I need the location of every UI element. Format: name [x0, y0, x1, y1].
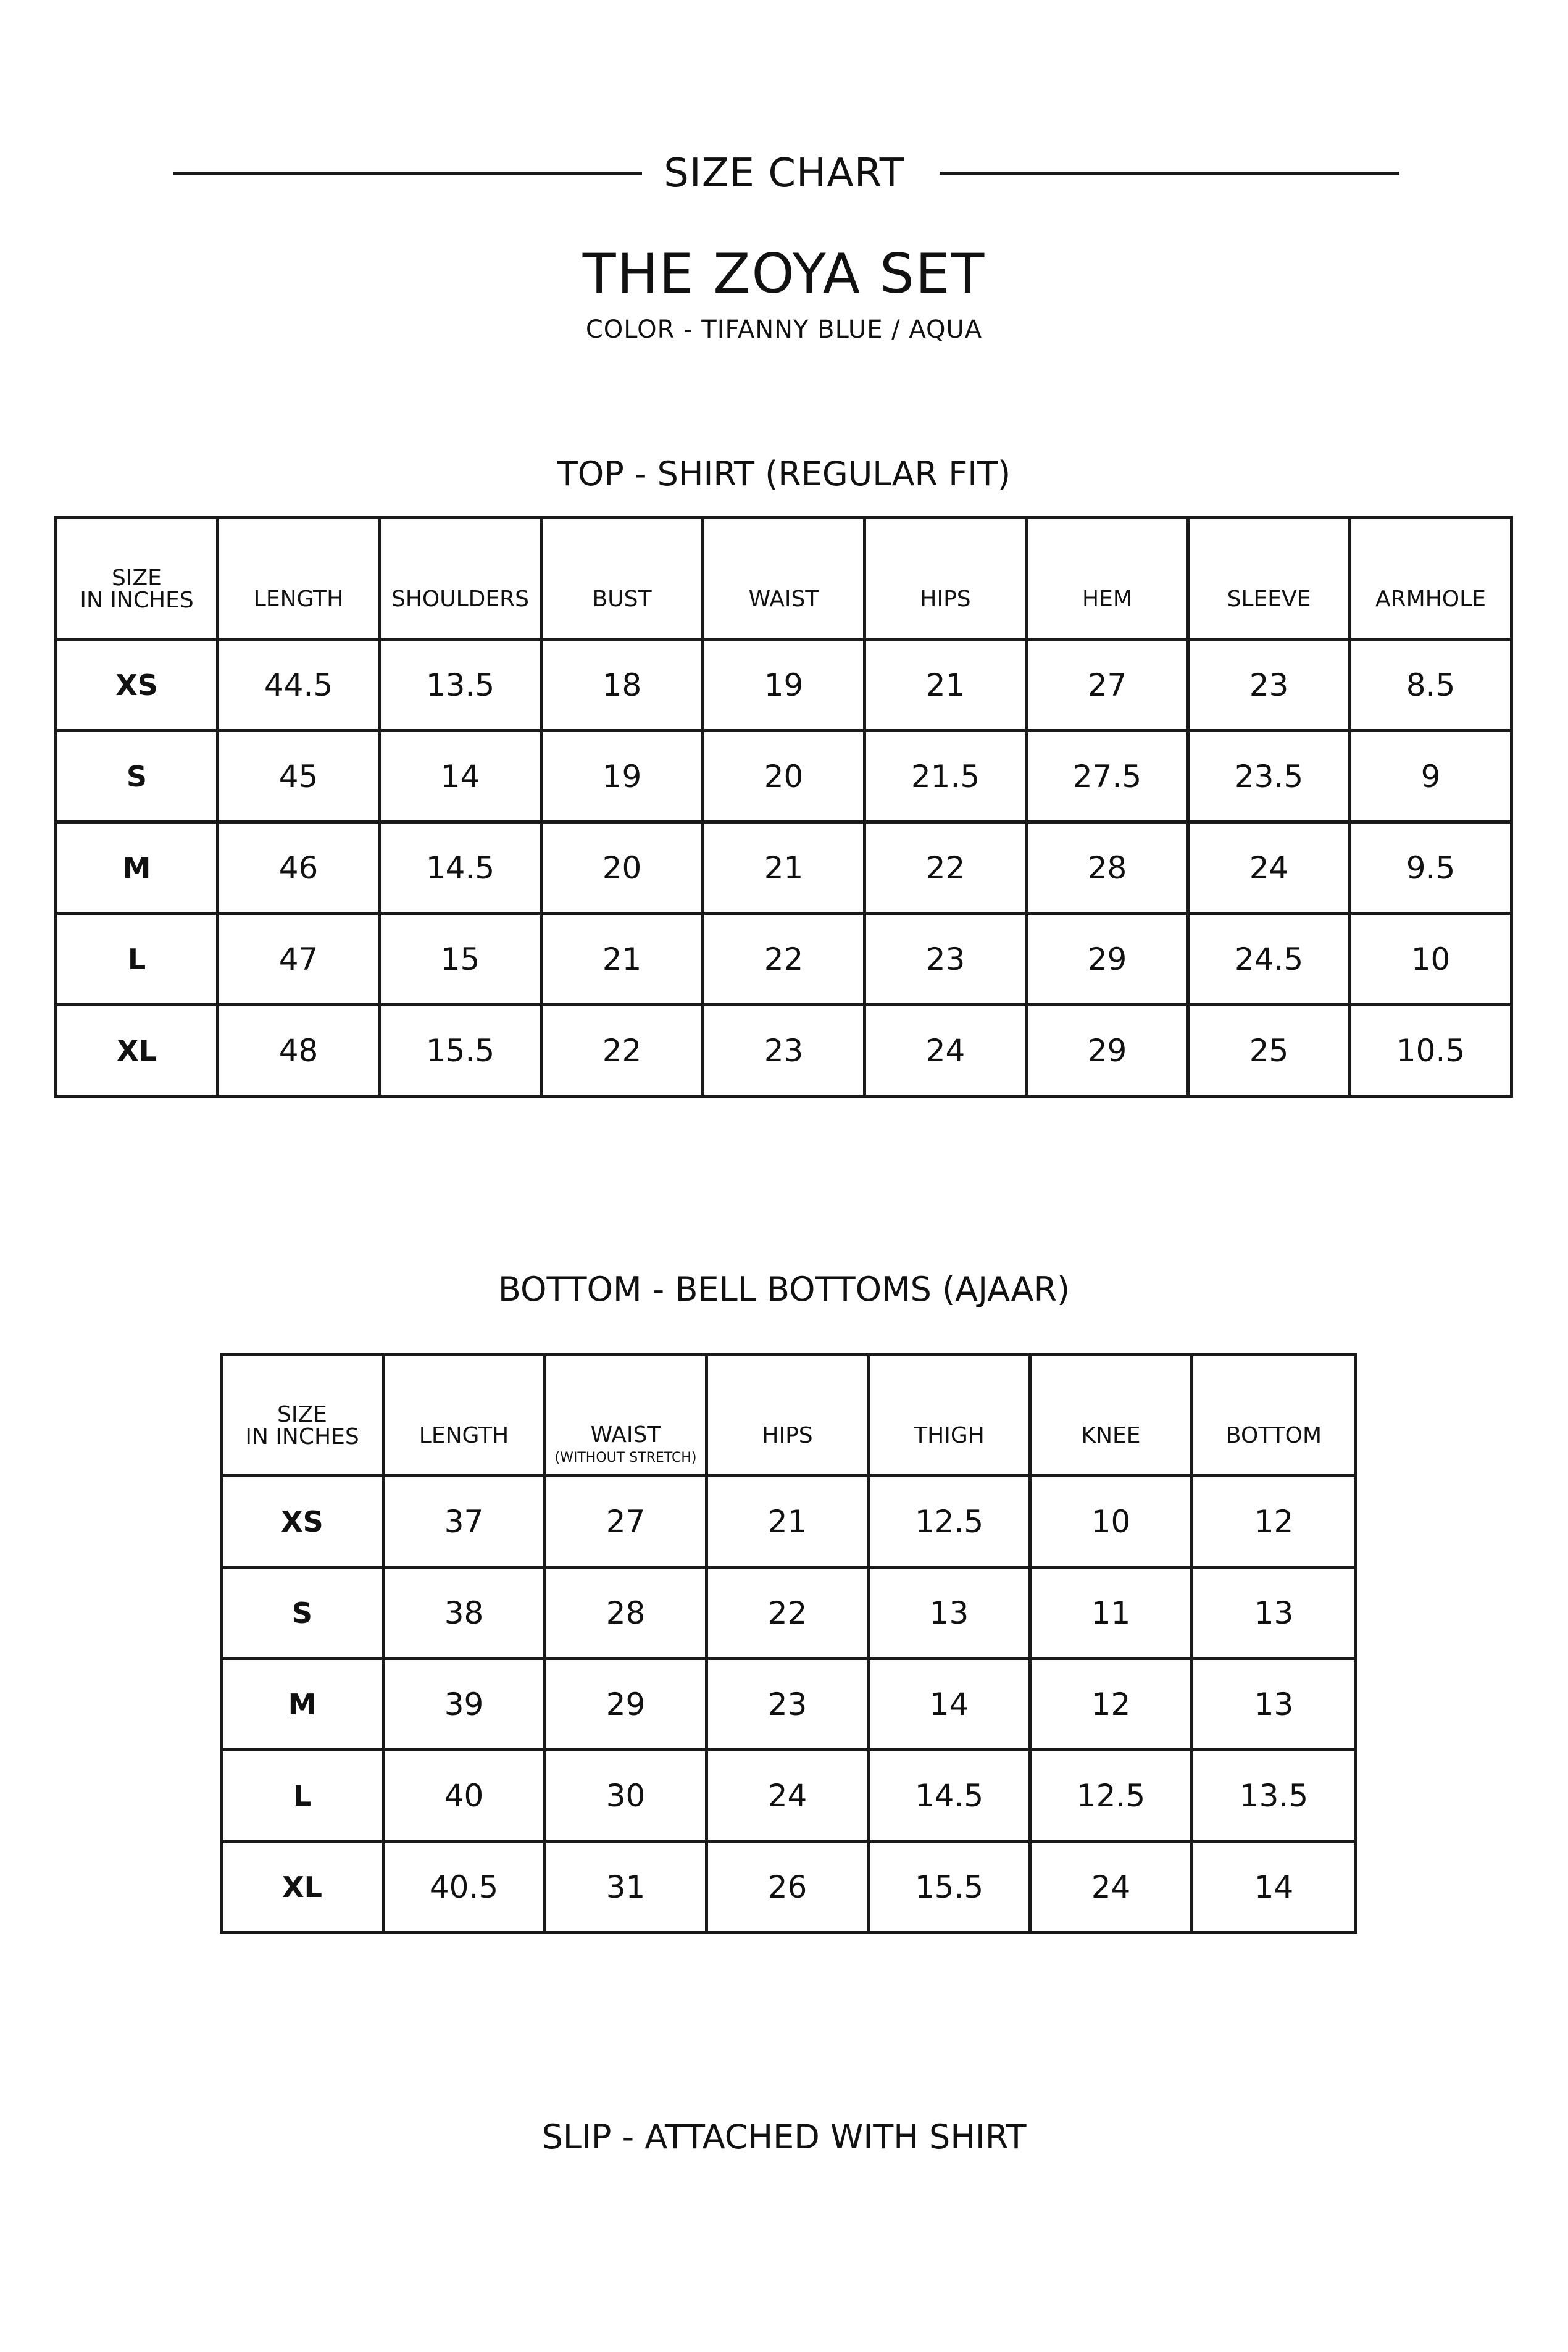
table-cell: 29	[1027, 914, 1188, 1005]
table-cell: 13	[1192, 1567, 1356, 1659]
table-cell: 11	[1030, 1567, 1192, 1659]
table-cell: 12.5	[869, 1476, 1030, 1567]
column-header: THIGH	[869, 1355, 1030, 1476]
table-cell: 13	[1192, 1659, 1356, 1750]
product-color: COLOR - TIFANNY BLUE / AQUA	[585, 315, 983, 344]
table-cell: 13.5	[1192, 1750, 1356, 1841]
table-cell: 24	[1030, 1841, 1192, 1933]
bottom-table-title: BOTTOM - BELL BOTTOMS (AJAAR)	[498, 1270, 1070, 1309]
table-cell: 15.5	[869, 1841, 1030, 1933]
table-row	[56, 1005, 1512, 1096]
size-label: XL	[56, 1005, 218, 1096]
column-header: BUST	[541, 518, 703, 640]
table-cell: 29	[1027, 1005, 1188, 1096]
table-cell: 24	[865, 1005, 1027, 1096]
table-cell: 45	[218, 731, 380, 822]
column-header: BOTTOM	[1192, 1355, 1356, 1476]
table-cell: 14.5	[869, 1750, 1030, 1841]
table-header-row	[222, 1355, 1356, 1476]
table-cell: 28	[545, 1567, 707, 1659]
table-cell: 38	[383, 1567, 545, 1659]
column-header: WAIST	[703, 518, 865, 640]
table-cell: 24	[707, 1750, 869, 1841]
size-label: S	[222, 1567, 383, 1659]
table-row	[56, 822, 1512, 914]
table-cell: 21	[541, 914, 703, 1005]
table-cell: 22	[865, 822, 1027, 914]
column-header: HIPS	[707, 1355, 869, 1476]
table-cell: 48	[218, 1005, 380, 1096]
table-cell: 12.5	[1030, 1750, 1192, 1841]
size-label: M	[56, 822, 218, 914]
table-cell: 24.5	[1188, 914, 1350, 1005]
table-row	[222, 1476, 1356, 1567]
table-cell: 12	[1192, 1476, 1356, 1567]
table-cell: 40	[383, 1750, 545, 1841]
table-cell: 24	[1188, 822, 1350, 914]
table-cell: 23	[703, 1005, 865, 1096]
waist-note: (WITHOUT STRETCH)	[554, 1450, 697, 1466]
table-cell: 21	[703, 822, 865, 914]
size-label: XS	[56, 640, 218, 731]
table-cell: 12	[1030, 1659, 1192, 1750]
table-cell: 25	[1188, 1005, 1350, 1096]
table-cell: 39	[383, 1659, 545, 1750]
table-cell: 23	[707, 1659, 869, 1750]
table-cell: 30	[545, 1750, 707, 1841]
table-row	[222, 1659, 1356, 1750]
size-label: XS	[222, 1476, 383, 1567]
table-cell: 14	[869, 1659, 1030, 1750]
table-row	[56, 640, 1512, 731]
table-cell: 40.5	[383, 1841, 545, 1933]
size-header-label: SIZE	[277, 1402, 327, 1427]
table-cell: 10	[1350, 914, 1512, 1005]
size-header-unit: IN INCHES	[245, 1424, 359, 1449]
slip-note: SLIP - ATTACHED WITH SHIRT	[541, 2117, 1027, 2156]
top-table-title: TOP - SHIRT (REGULAR FIT)	[557, 454, 1011, 493]
table-cell: 22	[707, 1567, 869, 1659]
table-cell: 10.5	[1350, 1005, 1512, 1096]
table-row	[222, 1841, 1356, 1933]
table-cell: 21.5	[865, 731, 1027, 822]
column-header: HEM	[1027, 518, 1188, 640]
top-size-table	[54, 516, 1513, 1098]
size-header-cell	[222, 1355, 383, 1476]
table-cell: 21	[707, 1476, 869, 1567]
size-label: S	[56, 731, 218, 822]
size-header-label: SIZE	[112, 565, 162, 591]
table-cell: 14.5	[380, 822, 541, 914]
table-cell: 22	[703, 914, 865, 1005]
column-header-label: WAIST	[590, 1422, 661, 1448]
table-cell: 19	[703, 640, 865, 731]
table-cell: 27.5	[1027, 731, 1188, 822]
bottom-size-table	[220, 1353, 1357, 1934]
table-cell: 22	[541, 1005, 703, 1096]
table-cell: 20	[703, 731, 865, 822]
column-header-waist	[545, 1355, 707, 1476]
size-header-unit: IN INCHES	[80, 588, 194, 613]
table-cell: 13	[869, 1567, 1030, 1659]
column-header: LENGTH	[218, 518, 380, 640]
table-cell: 8.5	[1350, 640, 1512, 731]
size-label: L	[56, 914, 218, 1005]
table-cell: 18	[541, 640, 703, 731]
size-chart-heading: SIZE CHART	[664, 151, 904, 196]
table-header-row	[56, 518, 1512, 640]
table-cell: 23	[1188, 640, 1350, 731]
table-cell: 15	[380, 914, 541, 1005]
table-cell: 14	[1192, 1841, 1356, 1933]
column-header: LENGTH	[383, 1355, 545, 1476]
table-cell: 20	[541, 822, 703, 914]
table-cell: 27	[545, 1476, 707, 1567]
table-cell: 29	[545, 1659, 707, 1750]
table-cell: 47	[218, 914, 380, 1005]
table-cell: 10	[1030, 1476, 1192, 1567]
table-row	[56, 914, 1512, 1005]
table-cell: 21	[865, 640, 1027, 731]
header-rule-right	[940, 172, 1399, 175]
table-cell: 23.5	[1188, 731, 1350, 822]
table-cell: 19	[541, 731, 703, 822]
size-label: XL	[222, 1841, 383, 1933]
table-cell: 15.5	[380, 1005, 541, 1096]
table-cell: 28	[1027, 822, 1188, 914]
table-cell: 37	[383, 1476, 545, 1567]
size-label: L	[222, 1750, 383, 1841]
column-header: ARMHOLE	[1350, 518, 1512, 640]
table-cell: 13.5	[380, 640, 541, 731]
table-cell: 46	[218, 822, 380, 914]
table-cell: 44.5	[218, 640, 380, 731]
column-header: HIPS	[865, 518, 1027, 640]
table-cell: 31	[545, 1841, 707, 1933]
table-cell: 27	[1027, 640, 1188, 731]
size-header-cell	[56, 518, 218, 640]
product-name: THE ZOYA SET	[582, 242, 986, 306]
table-cell: 23	[865, 914, 1027, 1005]
table-row	[222, 1567, 1356, 1659]
column-header: SLEEVE	[1188, 518, 1350, 640]
table-cell: 9.5	[1350, 822, 1512, 914]
table-cell: 9	[1350, 731, 1512, 822]
table-row	[56, 731, 1512, 822]
table-cell: 26	[707, 1841, 869, 1933]
column-header: SHOULDERS	[380, 518, 541, 640]
table-cell: 14	[380, 731, 541, 822]
column-header: KNEE	[1030, 1355, 1192, 1476]
size-label: M	[222, 1659, 383, 1750]
table-row	[222, 1750, 1356, 1841]
